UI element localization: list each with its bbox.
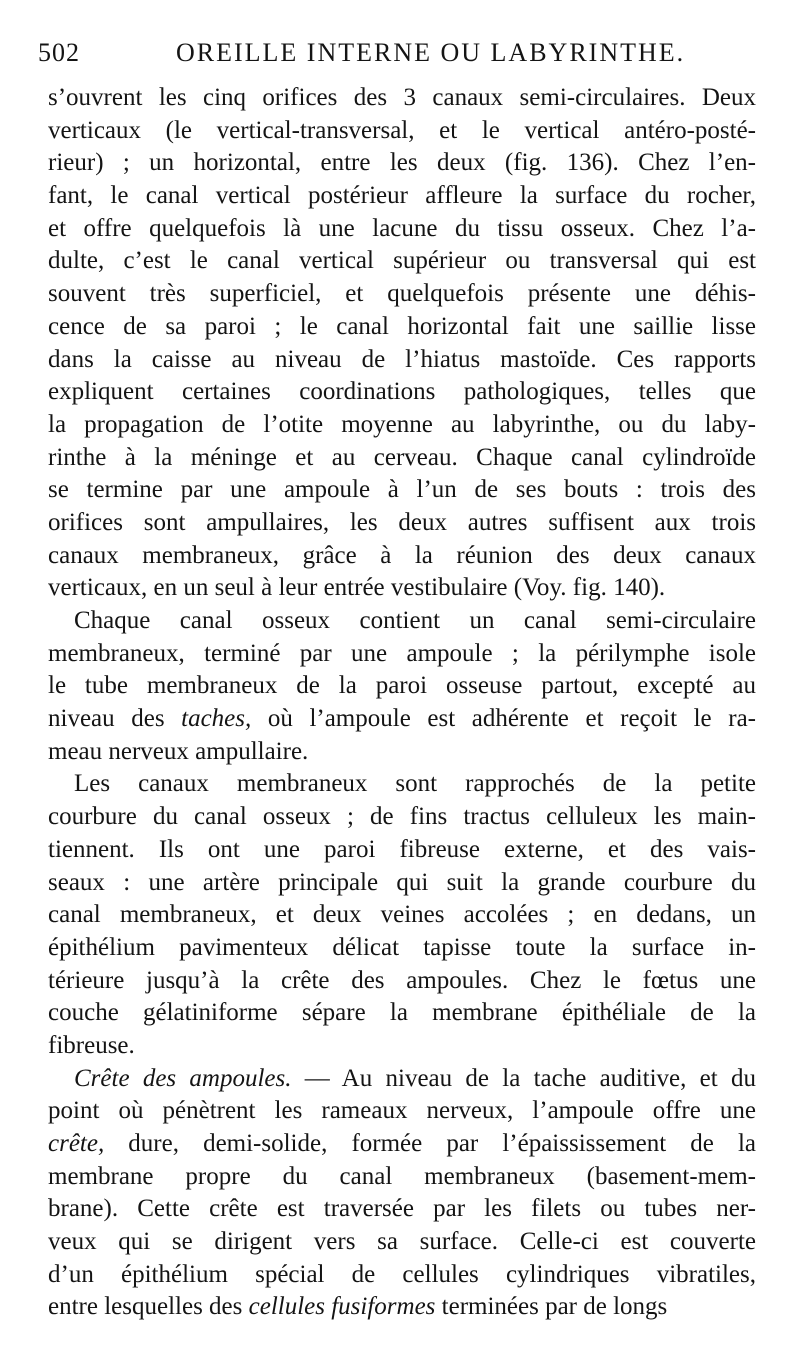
italic-term: crête, — [48, 1130, 105, 1157]
text-line: la propagation de l’otite moyenne au labyrinthe, ou du laby- — [48, 410, 756, 438]
italic-term: cellules fusiformes — [248, 1293, 436, 1321]
italic-term: Crête des ampoules. — [74, 1064, 292, 1092]
italic-term: taches, — [181, 705, 252, 733]
text-line: canal membraneux, et deux veines accolées ; en dedans, un — [48, 901, 756, 929]
page-header — [38, 38, 760, 74]
text-line: brane). Cette crête est traversée par les filets ou tubes ner- — [48, 1195, 756, 1223]
text-line — [48, 703, 756, 736]
text-line — [48, 1128, 756, 1161]
text-line: cence de sa paroi ; le canal horizontal fait une saillie lisse — [48, 312, 756, 340]
text-line: seaux : une artère principale qui suit la grande courbure du — [48, 868, 756, 896]
text-line: verticaux (le vertical-transversal, et le vertical antéro-posté- — [48, 116, 756, 144]
text-line: épithélium pavimenteux délicat tapisse toute la surface in- — [48, 933, 756, 961]
text-segment: — Au niveau de la tache auditive, et du — [291, 1064, 756, 1092]
running-title: OREILLE INTERNE OU LABYRINTHE. — [176, 38, 686, 67]
text-line: veux qui se dirigent vers sa surface. Celle-ci est couverte — [48, 1228, 756, 1256]
text-line: membraneux, terminé par une ampoule ; la périlymphe isole — [48, 639, 756, 667]
text-line — [48, 1291, 756, 1324]
text-line: souvent très superficiel, et quelquefois présente une déhis- — [48, 280, 756, 308]
text-segment: dure, demi-solide, formée par l’épaississement de la — [104, 1130, 756, 1157]
text-line: canaux membraneux, grâce à la réunion des deux canaux — [48, 541, 756, 569]
page-number: 502 — [38, 38, 80, 67]
text-line: le tube membraneux de la paroi osseuse partout, excepté au — [48, 672, 756, 700]
text-line: térieure jusqu’à la crête des ampoules. Chez le fœtus une — [48, 966, 756, 994]
text-line: Les canaux membraneux sont rapprochés de la petite — [74, 770, 756, 798]
text-line: couche gélatiniforme sépare la membrane épithéliale de la — [48, 999, 756, 1027]
text-line: dulte, c’est le canal vertical supérieur ou transversal qui est — [48, 247, 756, 275]
text-line: et offre quelquefois là une lacune du tissu osseux. Chez l’a- — [48, 214, 756, 242]
text-line: tiennent. Ils ont une paroi fibreuse externe, et des vais- — [48, 835, 756, 863]
text-line: point où pénètrent les rameaux nerveux, l’ampoule offre une — [48, 1097, 756, 1125]
text-segment: entre lesquelles des — [48, 1293, 249, 1321]
text-segment: niveau des — [48, 705, 182, 733]
body-text — [48, 82, 756, 1324]
text-line: dans la caisse au niveau de l’hiatus mastoïde. Ces rapports — [48, 345, 756, 373]
text-segment: terminées par de longs — [435, 1293, 668, 1321]
text-line: Chaque canal osseux contient un canal semi-circulaire — [74, 607, 756, 634]
text-line: expliquent certaines coordinations pathologiques, telles que — [48, 378, 756, 406]
text-line: rinthe à la méninge et au cerveau. Chaque canal cylindroïde — [48, 443, 756, 471]
text-line: d’un épithélium spécial de cellules cylindriques vibratiles, — [48, 1260, 756, 1288]
text-line: rieur) ; un horizontal, entre les deux (fig. 136). Chez l’en- — [48, 149, 756, 177]
text-line: s’ouvrent les cinq orifices des 3 canaux semi-circulaires. Deux — [48, 84, 756, 111]
text-line: membrane propre du canal membraneux (basement-mem- — [48, 1162, 756, 1190]
text-line: courbure du canal osseux ; de fins tractus celluleux les main- — [48, 803, 756, 831]
text-line: fibreuse. — [48, 1031, 135, 1059]
text-line: verticaux, en un seul à leur entrée vestibulaire (Voy. fig. 140). — [48, 574, 666, 602]
text-line: meau nerveux ampullaire. — [48, 737, 309, 765]
text-line: orifices sont ampullaires, les deux autres suffisent aux trois — [48, 508, 756, 536]
text-line — [48, 1063, 756, 1096]
text-line: se termine par une ampoule à l’un de ses bouts : trois des — [48, 476, 756, 504]
text-line: fant, le canal vertical postérieur affleure la surface du rocher, — [48, 182, 756, 210]
text-segment: où l’ampoule est adhérente et reçoit le ra- — [251, 705, 756, 733]
